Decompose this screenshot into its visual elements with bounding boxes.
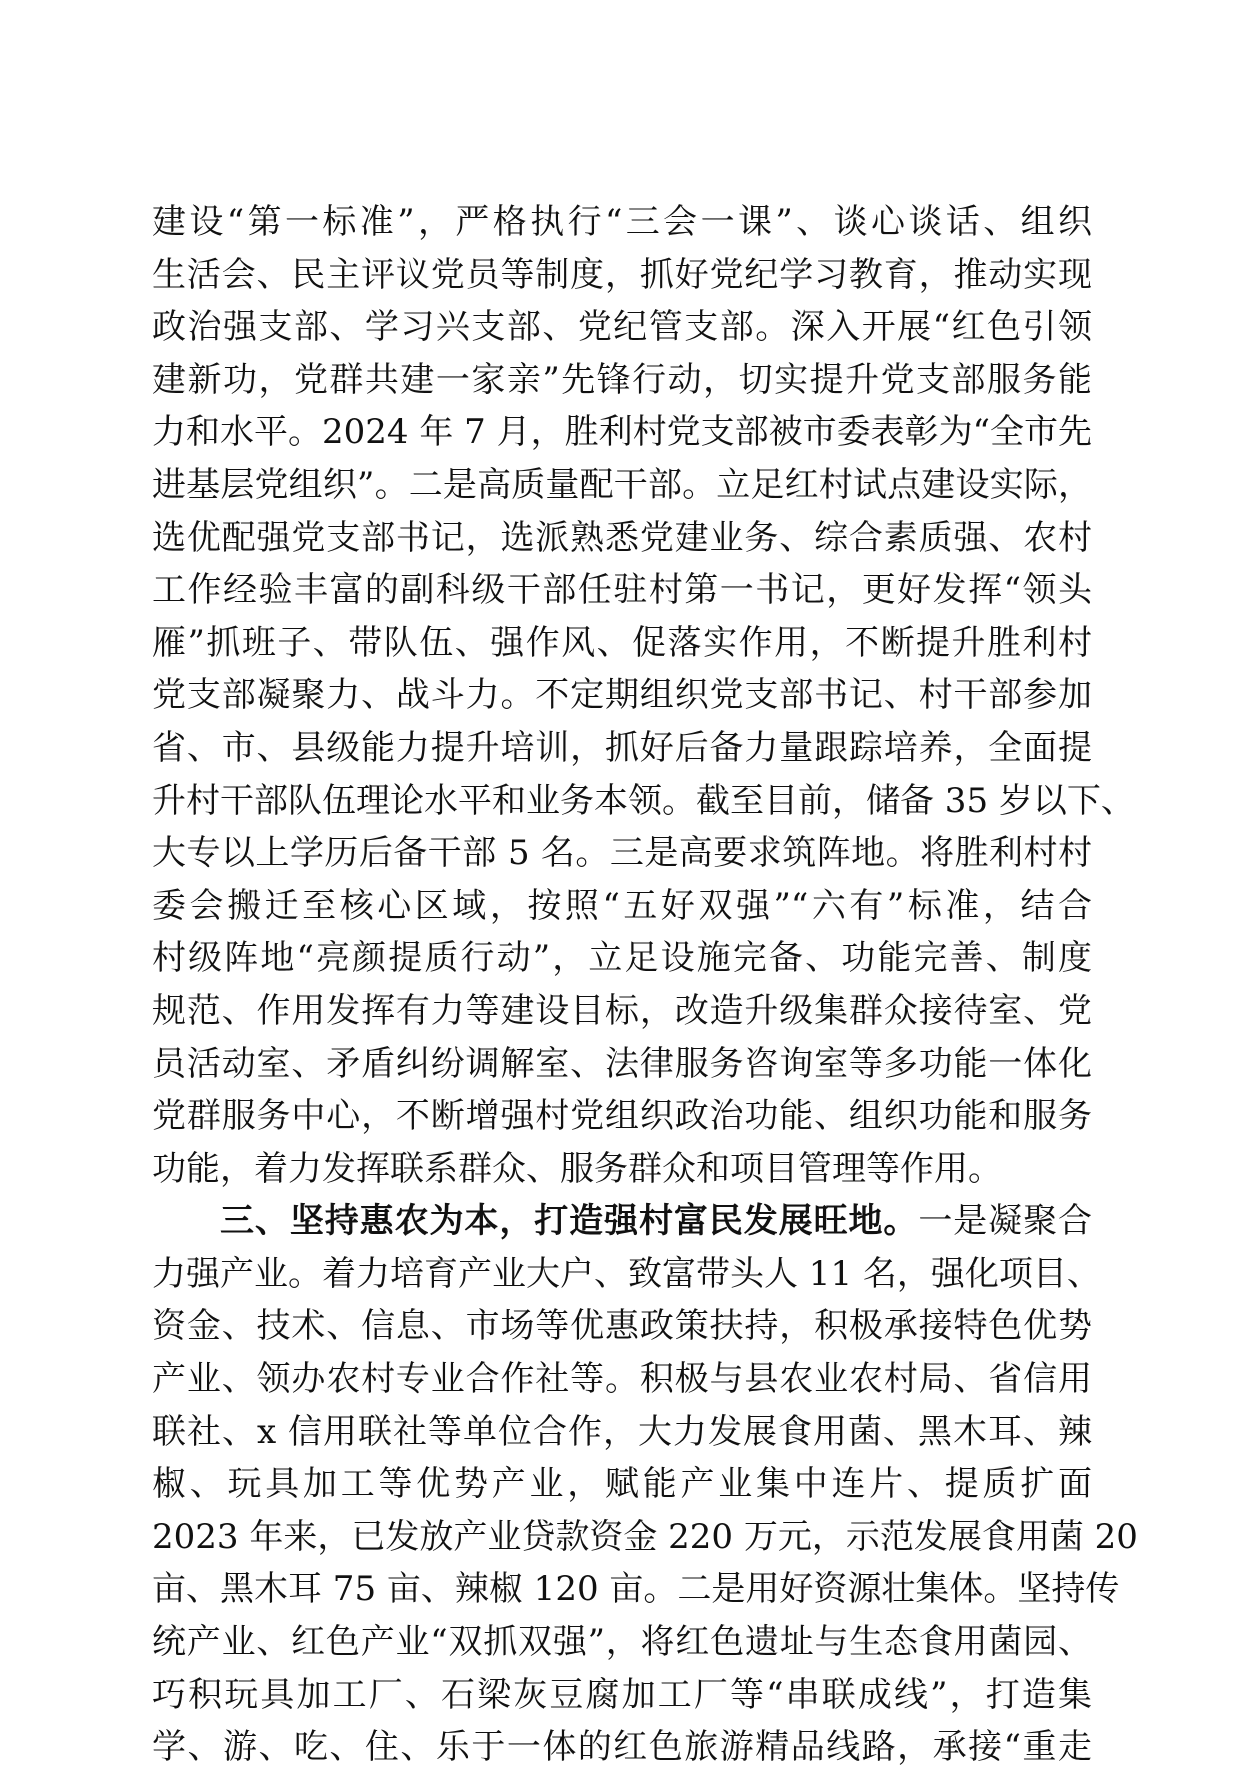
text-line: 2023 年来，已发放产业贷款资金 220 万元，示范发展食用菌 20	[152, 1516, 1138, 1557]
text-line: 党群服务中心，不断增强村党组织政治功能、组织功能和服务	[152, 1096, 1092, 1137]
text-line: 建新功，党群共建一家亲”先锋行动，切实提升党支部服务能	[152, 359, 1092, 400]
text-line: 学、游、吃、住、乐于一体的红色旅游精品线路，承接“重走	[152, 1727, 1092, 1768]
text-line: 联社、x 信用联社等单位合作，大力发展食用菌、黑木耳、辣	[152, 1411, 1092, 1452]
text-line: 省、市、县级能力提升培训，抓好后备力量跟踪培养，全面提	[152, 727, 1092, 768]
text-line: 村级阵地“亮颜提质行动”，立足设施完备、功能完善、制度	[152, 938, 1092, 979]
text-line: 政治强支部、学习兴支部、党纪管支部。深入开展“红色引领	[152, 307, 1092, 348]
text-line: 亩、黑木耳 75 亩、辣椒 120 亩。二是用好资源壮集体。坚持传	[152, 1569, 1120, 1610]
text-line: 建设“第一标准”，严格执行“三会一课”、谈心谈话、组织	[152, 202, 1092, 242]
text-line: 功能，着力发挥联系群众、服务群众和项目管理等作用。	[152, 1148, 1002, 1189]
text-line: 生活会、民主评议党员等制度，抓好党纪学习教育，推动实现	[152, 254, 1092, 295]
text-line: 产业、领办农村专业合作社等。积极与县农业农村局、省信用	[152, 1359, 1092, 1400]
text-line: 椒、玩具加工等优势产业，赋能产业集中连片、提质扩面	[152, 1464, 1092, 1505]
body-text	[152, 196, 1138, 1774]
text-line: 巧积玩具加工厂、石梁灰豆腐加工厂等“串联成线”，打造集	[152, 1674, 1092, 1715]
text-line: 规范、作用发挥有力等建设目标，改造升级集群众接待室、党	[152, 990, 1092, 1031]
text-line: 统产业、红色产业“双抓双强”，将红色遗址与生态食用菌园、	[152, 1622, 1092, 1663]
text-line: 进基层党组织”。二是高质量配干部。立足红村试点建设实际，	[152, 464, 1092, 505]
text-line: 工作经验丰富的副科级干部任驻村第一书记，更好发挥“领头	[152, 570, 1092, 611]
section-heading-line	[152, 1195, 1092, 1248]
text-line: 大专以上学历后备干部 5 名。三是高要求筑阵地。将胜利村村	[152, 833, 1092, 874]
text-line: 委会搬迁至核心区域，按照“五好双强”“六有”标准，结合	[152, 885, 1092, 926]
text-line: 升村干部队伍理论水平和业务本领。截至目前，储备 35 岁以下、	[152, 780, 1135, 821]
text-line: 资金、技术、信息、市场等优惠政策扶持，积极承接特色优势	[152, 1306, 1092, 1347]
text-line: 雁”抓班子、带队伍、强作风、促落实作用，不断提升胜利村	[152, 622, 1092, 663]
section-heading: 三、坚持惠农为本，打造强村富民发展旺地。	[220, 1201, 919, 1242]
text-line: 力和水平。2024 年 7 月，胜利村党支部被市委表彰为“全市先	[152, 412, 1092, 453]
text-line: 选优配强党支部书记，选派熟悉党建业务、综合素质强、农村	[152, 517, 1092, 558]
text-line: 党支部凝聚力、战斗力。不定期组织党支部书记、村干部参加	[152, 675, 1092, 716]
text-line: 力强产业。着力培育产业大户、致富带头人 11 名，强化项目、	[152, 1253, 1101, 1294]
section-heading-continuation: 一是凝聚合	[918, 1201, 1093, 1242]
text-line: 员活动室、矛盾纠纷调解室、法律服务咨询室等多功能一体化	[152, 1043, 1092, 1084]
